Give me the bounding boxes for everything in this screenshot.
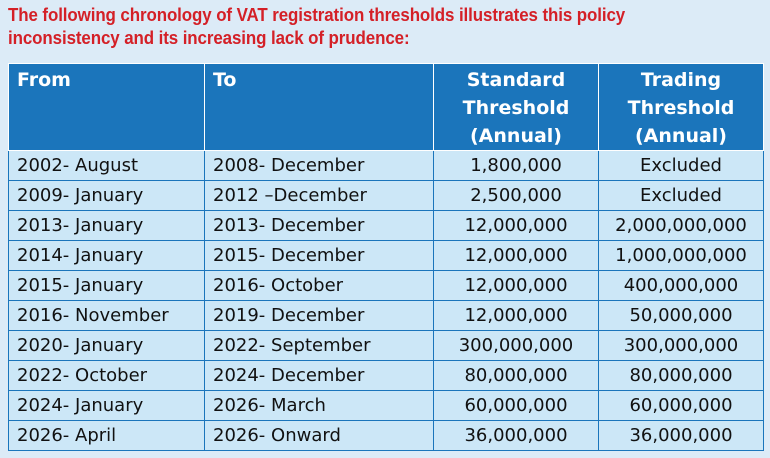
table-row (9, 421, 764, 451)
cell-to: 2015- December (205, 241, 434, 271)
header-to: To (205, 64, 434, 151)
cell-standard: 12,000,000 (434, 301, 599, 331)
cell-from: 2022- October (9, 361, 205, 391)
cell-standard: 2,500,000 (434, 181, 599, 211)
cell-standard: 36,000,000 (434, 421, 599, 451)
cell-trading: 80,000,000 (599, 361, 764, 391)
cell-trading: 300,000,000 (599, 331, 764, 361)
cell-to: 2026- March (205, 391, 434, 421)
cell-from: 2014- January (9, 241, 205, 271)
table-row (9, 181, 764, 211)
header-standard-line: Threshold (462, 97, 570, 119)
cell-from: 2013- January (9, 211, 205, 241)
cell-from: 2024- January (9, 391, 205, 421)
cell-from: 2016- November (9, 301, 205, 331)
cell-standard: 300,000,000 (434, 331, 599, 361)
cell-standard: 12,000,000 (434, 241, 599, 271)
header-trading-threshold (599, 64, 764, 151)
cell-trading: 1,000,000,000 (599, 241, 764, 271)
table-row (9, 331, 764, 361)
cell-trading: 50,000,000 (599, 301, 764, 331)
cell-trading: 60,000,000 (599, 391, 764, 421)
cell-to: 2008- December (205, 151, 434, 181)
cell-from: 2002- August (9, 151, 205, 181)
table-header-row (9, 64, 764, 151)
cell-from: 2026- April (9, 421, 205, 451)
table-row (9, 211, 764, 241)
table-row (9, 301, 764, 331)
heading-line-2: inconsistency and its increasing lack of prudence: (8, 28, 410, 48)
table-row (9, 241, 764, 271)
cell-standard: 1,800,000 (434, 151, 599, 181)
table-row (9, 361, 764, 391)
header-trading-line: (Annual) (635, 125, 727, 147)
cell-to: 2016- October (205, 271, 434, 301)
cell-trading: Excluded (599, 181, 764, 211)
cell-to: 2019- December (205, 301, 434, 331)
table-row (9, 151, 764, 181)
cell-standard: 12,000,000 (434, 211, 599, 241)
cell-trading: 36,000,000 (599, 421, 764, 451)
vat-threshold-table (8, 63, 764, 451)
header-standard-line: (Annual) (470, 125, 562, 147)
header-standard-line: Standard (466, 69, 566, 91)
header-standard-threshold (434, 64, 599, 151)
cell-to: 2022- September (205, 331, 434, 361)
cell-from: 2009- January (9, 181, 205, 211)
cell-standard: 80,000,000 (434, 361, 599, 391)
header-trading-line: Trading (640, 69, 722, 91)
cell-standard: 60,000,000 (434, 391, 599, 421)
cell-standard: 12,000,000 (434, 271, 599, 301)
cell-to: 2012 –December (205, 181, 434, 211)
heading-line-1: The following chronology of VAT registration thresholds illustrates this policy (8, 5, 626, 25)
cell-to: 2026- Onward (205, 421, 434, 451)
table-row (9, 271, 764, 301)
cell-from: 2020- January (9, 331, 205, 361)
header-trading-line: Threshold (627, 97, 735, 119)
cell-trading: 400,000,000 (599, 271, 764, 301)
table-row (9, 391, 764, 421)
cell-trading: 2,000,000,000 (599, 211, 764, 241)
cell-to: 2013- December (205, 211, 434, 241)
cell-trading: Excluded (599, 151, 764, 181)
cell-from: 2015- January (9, 271, 205, 301)
figure-heading (8, 4, 719, 50)
header-from: From (9, 64, 205, 151)
cell-to: 2024- December (205, 361, 434, 391)
